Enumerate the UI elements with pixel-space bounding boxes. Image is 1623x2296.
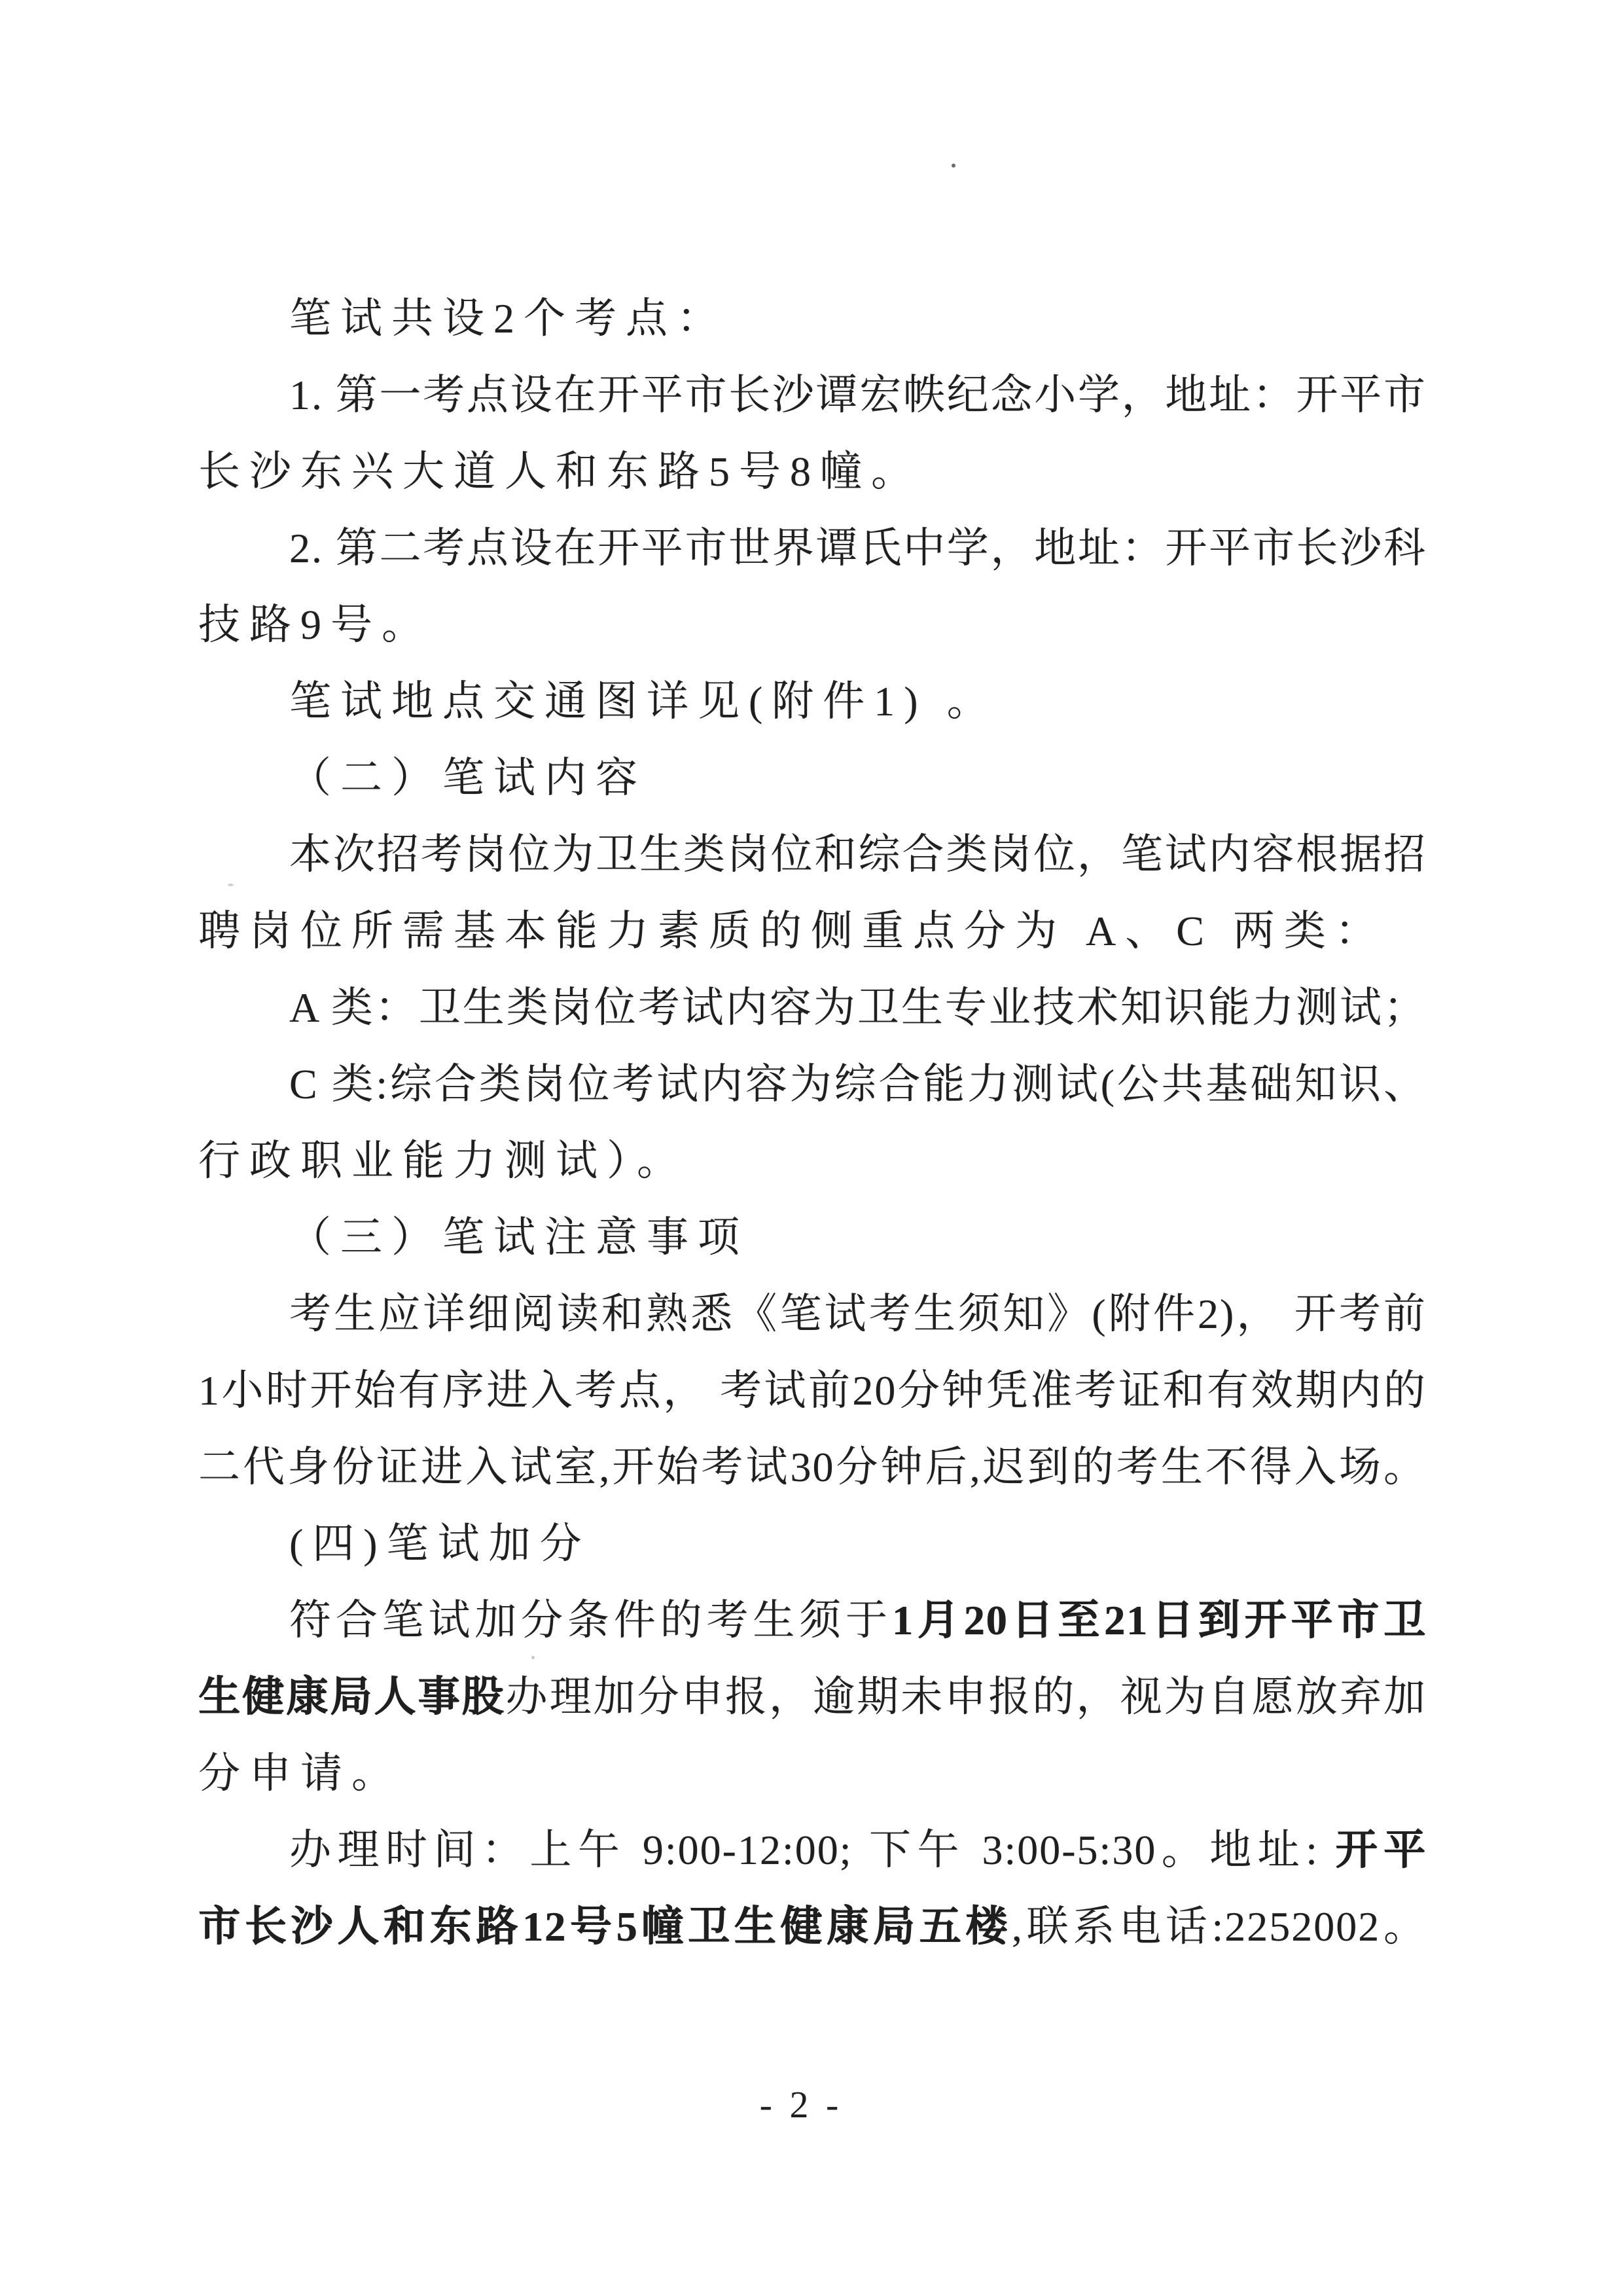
text-line (198, 586, 1427, 663)
text-segment-bold: 1月20日至21日到开平市卫 (891, 1597, 1427, 1643)
text-segment: （三）笔试注意事项 (289, 1214, 749, 1261)
text-line (198, 816, 1427, 893)
text-segment-bold: 开平 (1335, 1827, 1427, 1873)
text-line (198, 1122, 1427, 1199)
scan-speck (228, 884, 234, 886)
text-line (198, 663, 1427, 740)
text-segment: 长沙东兴大道人和东路5号8幢。 (198, 448, 922, 495)
text-segment: A 类：卫生类岗位考试内容为卫生专业技术知识能力测试； (289, 984, 1427, 1031)
text-line (198, 433, 1427, 510)
text-segment: (四)笔试加分 (289, 1520, 591, 1567)
text-segment-bold: 生健康局人事股 (198, 1674, 506, 1720)
page-number: - 2 - (759, 2083, 843, 2126)
text-segment: 笔试地点交通图详见(附件1) 。 (289, 678, 998, 725)
text-line (198, 893, 1427, 969)
text-segment: 考生应详细阅读和熟悉《笔试考生须知》(附件2)， 开考前 (289, 1291, 1427, 1337)
text-segment: 2. 第二考点设在开平市世界谭氏中学，地址：开平市长沙科 (289, 525, 1427, 571)
text-line (198, 740, 1427, 816)
text-line (198, 1199, 1427, 1276)
text-line (198, 1582, 1427, 1659)
text-line (198, 1505, 1427, 1582)
scan-speck (531, 1656, 535, 1659)
text-segment-bold: 市长沙人和东路12号5幢卫生健康局五楼 (198, 1903, 1012, 1950)
text-line (198, 280, 1427, 357)
text-segment: 符合笔试加分条件的考生须于 (289, 1597, 892, 1643)
text-line (198, 1812, 1427, 1888)
text-segment: 笔试共设2个考点： (289, 295, 728, 342)
text-segment: 办理时间：上午 9:00-12:00; 下午 3:00-5:30。地址: (289, 1827, 1336, 1873)
text-line (198, 1659, 1427, 1735)
text-segment: 行政职业能力测试）。 (198, 1138, 688, 1184)
text-segment: 办理加分申报，逾期未申报的，视为自愿放弃加 (505, 1674, 1427, 1720)
text-line (198, 969, 1427, 1046)
text-line (198, 1888, 1427, 1965)
text-segment: 分申请。 (198, 1750, 402, 1797)
text-segment: 本次招考岗位为卫生类岗位和综合类岗位，笔试内容根据招 (289, 831, 1427, 878)
text-segment: 聘岗位所需基本能力素质的侧重点分为 A、C 两类： (198, 908, 1386, 954)
document-body (198, 280, 1427, 1965)
text-segment: （二）笔试内容 (289, 755, 647, 801)
text-line (198, 1429, 1427, 1505)
text-segment: 1. 第一考点设在开平市长沙谭宏帙纪念小学，地址：开平市 (289, 372, 1427, 418)
text-line (198, 510, 1427, 586)
text-line (198, 1352, 1427, 1429)
text-segment: 1小时开始有序进入考点， 考试前20分钟凭准考证和有效期内的 (198, 1367, 1427, 1414)
text-segment: C 类:综合类岗位考试内容为综合能力测试(公共基础知识、 (289, 1061, 1427, 1107)
text-segment: 二代身份证进入试室,开始考试30分钟后,迟到的考生不得入场。 (198, 1444, 1427, 1490)
text-segment: ,联系电话:2252002。 (1011, 1903, 1427, 1950)
text-line (198, 1735, 1427, 1812)
text-line (198, 1046, 1427, 1122)
scan-speck (952, 164, 955, 168)
text-line (198, 357, 1427, 433)
text-segment: 技路9号。 (198, 601, 433, 648)
text-line (198, 1276, 1427, 1352)
